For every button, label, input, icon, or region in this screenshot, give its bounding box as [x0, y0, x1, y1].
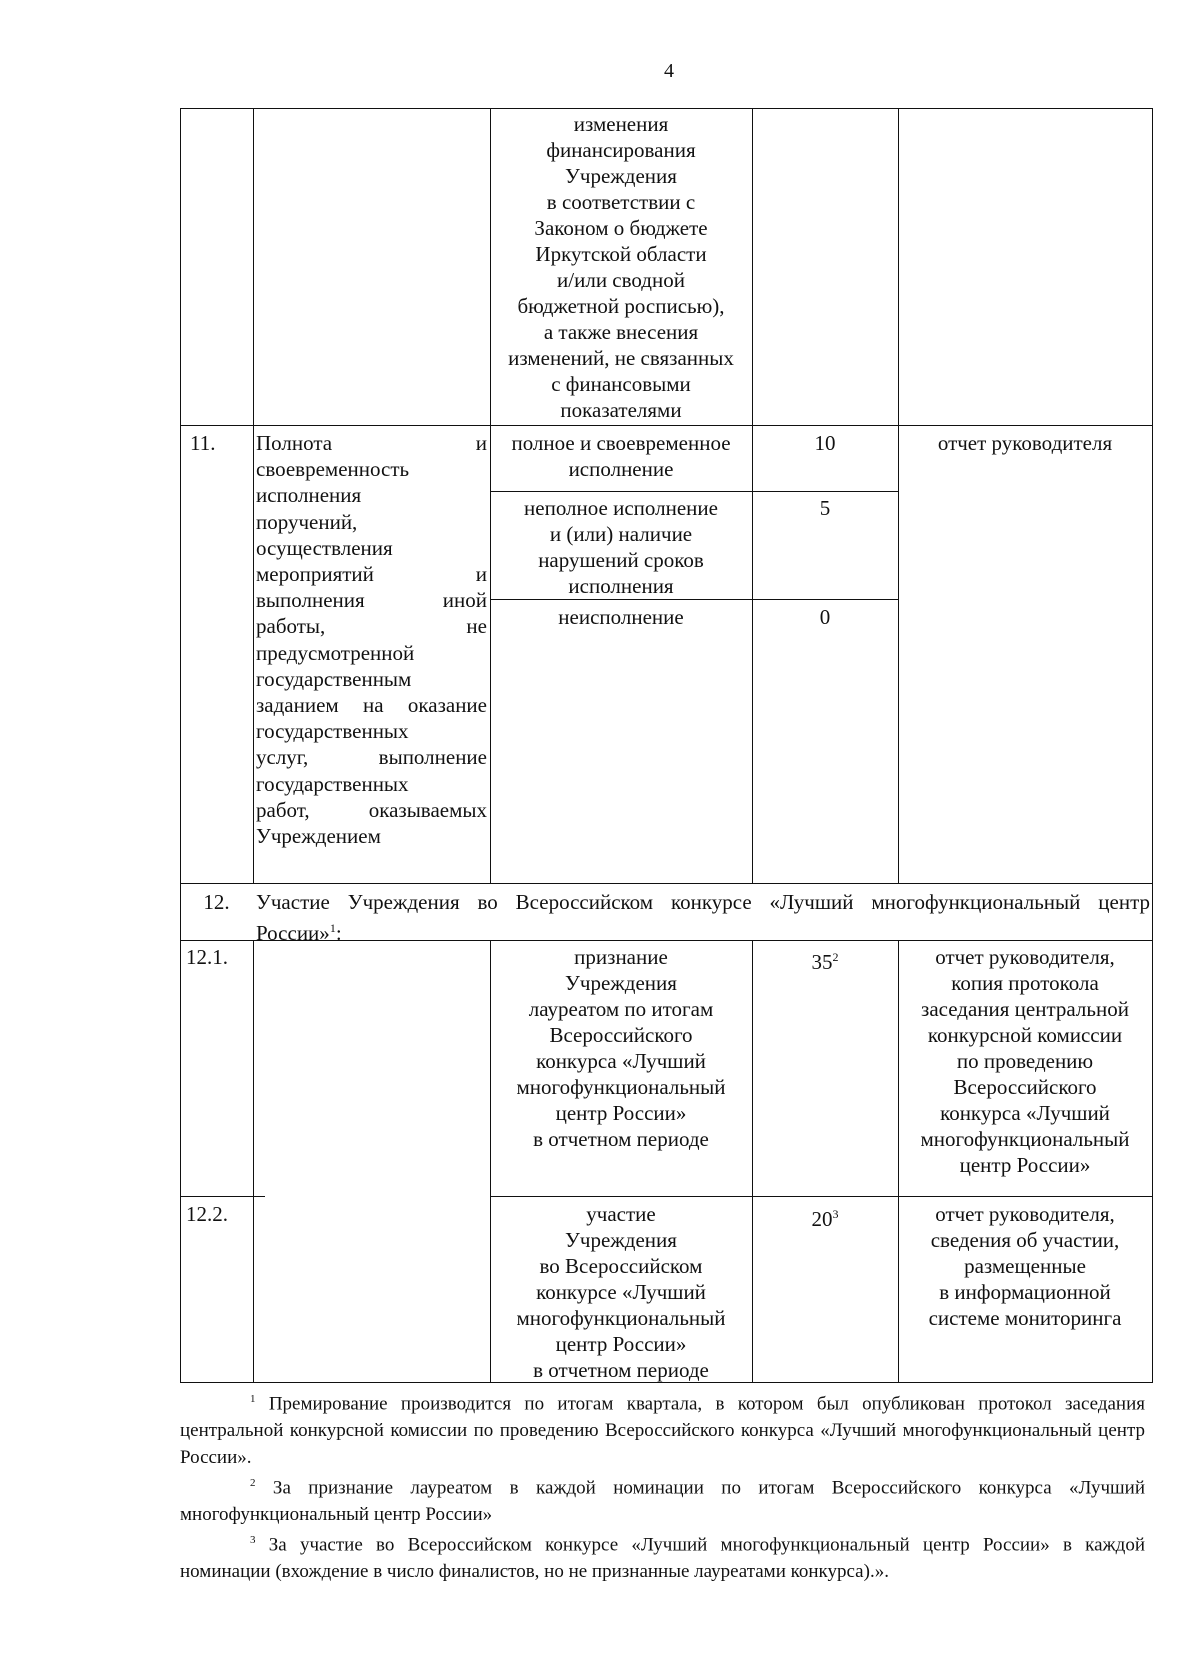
- points-value: $35^2$: [811, 950, 839, 974]
- row-number: 12.1.: [186, 945, 228, 969]
- points-value: 5: [819, 496, 831, 520]
- table-border-right: [1152, 108, 1154, 1382]
- row-divider: [180, 883, 1153, 885]
- row-number: 12.: [203, 890, 230, 914]
- points-value: 10: [814, 431, 836, 455]
- column-divider: [752, 940, 754, 1382]
- row-number: 12.2.: [186, 1202, 228, 1226]
- criterion-text: неполное исполнение и (или) наличие нарушений сроков исполнения: [524, 496, 718, 598]
- indicator-text: Полнота и своевременность исполнения поручений, осуществления мероприятий и выполнения иной работы, не предусмотренной государственным заданием на оказание государственных услуг, выполнение государственных работ, оказываемых Учреждением: [256, 431, 487, 849]
- row-divider: [490, 491, 898, 493]
- source-text: отчет руководителя, сведения об участии, размещенные в информационной системе мониторинга: [928, 1202, 1122, 1330]
- table-border-top: [180, 108, 1153, 110]
- section-title: Участие Учреждения во Всероссийском конкурсе «Лучший многофункциональный центр России»$^1$:: [256, 890, 1150, 945]
- column-divider: [898, 108, 900, 883]
- continuation-criterion: изменения финансирования Учреждения в соответствии с Законом о бюджете Иркутской области и/или сводной бюджетной росписью), а также внесения изменений, не связанных с финансовыми показателями: [508, 112, 734, 422]
- row-divider: [490, 1196, 1153, 1198]
- column-divider: [253, 108, 255, 883]
- row-number: 11.: [190, 431, 216, 455]
- criterion-text: неисполнение: [558, 605, 684, 629]
- row-divider: [180, 425, 1153, 427]
- footnote: $^3$ За участие во Всероссийском конкурсе «Лучший многофункциональный центр России» в каждой номинации (вхождение в число финалистов, но не признанные лауреатами конкурса).».: [180, 1534, 1146, 1583]
- criterion-text: полное и своевременное исполнение: [511, 431, 731, 481]
- points-value: 0: [819, 605, 831, 629]
- source-text: отчет руководителя: [937, 431, 1113, 455]
- page-number: 4: [664, 60, 674, 82]
- source-text: отчет руководителя, копия протокола заседания центральной конкурсной комиссии по проведению Всероссийского конкурса «Лучший многофункциональный центр России»: [920, 945, 1130, 1177]
- table-border-left: [180, 108, 182, 1382]
- criterion-text: участие Учреждения во Всероссийском конкурсе «Лучший многофункциональный центр России» в отчетном периоде: [516, 1202, 726, 1382]
- row-divider: [490, 599, 898, 601]
- footnote: $^1$ Премирование производится по итогам квартала, в котором был опубликован протокол заседания центральной конкурсной комиссии по проведению Всероссийского конкурса «Лучший многофункциональный центр России».: [180, 1393, 1145, 1469]
- column-divider: [253, 940, 255, 1382]
- criterion-text: признание Учреждения лауреатом по итогам Всероссийского конкурса «Лучший многофункциональный центр России» в отчетном периоде: [516, 945, 726, 1151]
- footnote: $^2$ За признание лауреатом в каждой номинации по итогам Всероссийского конкурса «Лучший многофункциональный центр России»: [180, 1477, 1145, 1526]
- points-value: $20^3$: [811, 1207, 839, 1231]
